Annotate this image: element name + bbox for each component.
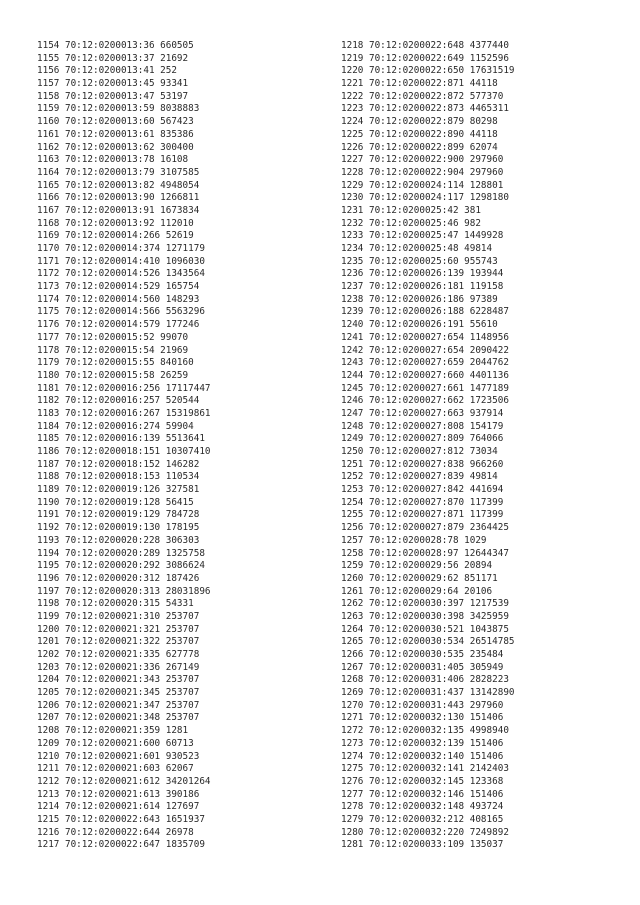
- list-item: 1208 70:12:0200021:359 1281: [37, 725, 189, 737]
- list-item: 1266 70:12:0200030:535 235484: [341, 649, 504, 660]
- list-item: 1263 70:12:0200030:398 3425959: [341, 610, 509, 622]
- list-item: 1277 70:12:0200032:146 151406: [341, 788, 504, 800]
- list-item: 1225 70:12:0200022:890 44118: [341, 128, 498, 140]
- list-item: 1201 70:12:0200021:322 253707: [37, 636, 200, 648]
- list-item: 1246 70:12:0200027:662 1723506: [341, 395, 509, 407]
- list-item: 1166 70:12:0200013:90 1266811: [37, 192, 200, 204]
- list-item: 1171 70:12:0200014:410 1096030: [37, 255, 205, 267]
- list-item: 1205 70:12:0200021:345 253707: [37, 687, 200, 699]
- list-item: 1170 70:12:0200014:374 1271179: [37, 243, 205, 254]
- list-item: 1235 70:12:0200025:60 955743: [341, 255, 498, 267]
- list-item: 1281 70:12:0200033:109 135037: [341, 839, 504, 851]
- list-item: 1247 70:12:0200027:663 937914: [341, 407, 504, 419]
- list-item: 1261 70:12:0200029:64 20106: [341, 585, 493, 597]
- list-item: 1177 70:12:0200015:52 99070: [37, 331, 189, 343]
- list-item: 1272 70:12:0200032:135 4998940: [341, 725, 509, 737]
- list-item: 1219 70:12:0200022:649 1152596: [341, 52, 509, 64]
- list-item: 1164 70:12:0200013:79 3107585: [37, 166, 200, 178]
- list-item: 1172 70:12:0200014:526 1343564: [37, 268, 205, 280]
- list-item: 1249 70:12:0200027:809 764066: [341, 433, 504, 445]
- list-item: 1197 70:12:0200020:313 28031896: [37, 585, 211, 597]
- list-item: 1191 70:12:0200019:129 784728: [37, 509, 200, 521]
- list-item: 1207 70:12:0200021:348 253707: [37, 712, 200, 724]
- list-item: 1213 70:12:0200021:613 390186: [37, 788, 200, 800]
- list-item: 1194 70:12:0200020:289 1325758: [37, 547, 205, 559]
- list-item: 1178 70:12:0200015:54 21969: [37, 344, 189, 356]
- list-item: 1238 70:12:0200026:186 97389: [341, 293, 498, 305]
- list-item: 1216 70:12:0200022:644 26978: [37, 826, 194, 838]
- list-item: 1269 70:12:0200031:437 13142890: [341, 687, 515, 699]
- list-item: 1239 70:12:0200026:188 6228487: [341, 306, 509, 318]
- list-item: 1271 70:12:0200032:130 151406: [341, 712, 504, 724]
- list-item: 1245 70:12:0200027:661 1477189: [341, 382, 509, 394]
- list-item: 1226 70:12:0200022:899 62074: [341, 141, 498, 153]
- list-item: 1217 70:12:0200022:647 1835709: [37, 839, 205, 851]
- list-item: 1240 70:12:0200026:191 55610: [341, 319, 498, 331]
- list-item: 1212 70:12:0200021:612 34201264: [37, 775, 211, 787]
- list-item: 1190 70:12:0200019:128 56415: [37, 496, 194, 508]
- list-item: 1160 70:12:0200013:60 567423: [37, 116, 194, 128]
- list-item: 1204 70:12:0200021:343 253707: [37, 674, 200, 686]
- list-item: 1273 70:12:0200032:139 151406: [341, 737, 504, 749]
- list-item: 1251 70:12:0200027:838 966260: [341, 458, 504, 470]
- list-item: 1196 70:12:0200020:312 187426: [37, 572, 200, 584]
- list-item: 1242 70:12:0200027:654 2090422: [341, 344, 509, 356]
- list-item: 1188 70:12:0200018:153 110534: [37, 471, 200, 483]
- list-item: 1236 70:12:0200026:139 193944: [341, 268, 504, 280]
- list-item: 1173 70:12:0200014:529 165754: [37, 281, 200, 293]
- list-item: 1268 70:12:0200031:406 2828223: [341, 674, 509, 686]
- list-item: 1258 70:12:0200028:97 12644347: [341, 547, 509, 559]
- list-item: 1220 70:12:0200022:650 17631519: [341, 65, 515, 77]
- list-item: 1167 70:12:0200013:91 1673834: [37, 204, 200, 216]
- list-item: 1254 70:12:0200027:870 117399: [341, 496, 504, 508]
- list-item: 1165 70:12:0200013:82 4948054: [37, 179, 200, 191]
- list-item: 1210 70:12:0200021:601 930523: [37, 750, 200, 762]
- list-item: 1262 70:12:0200030:397 1217539: [341, 598, 509, 610]
- list-item: 1158 70:12:0200013:47 53197: [37, 90, 189, 102]
- left-column: [37, 40, 211, 852]
- list-item: 1183 70:12:0200016:267 15319861: [37, 407, 211, 419]
- list-item: 1193 70:12:0200020:228 306303: [37, 534, 200, 546]
- list-item: 1259 70:12:0200029:56 20894: [341, 560, 493, 572]
- list-item: 1206 70:12:0200021:347 253707: [37, 699, 200, 711]
- list-item: 1279 70:12:0200032:212 408165: [341, 813, 504, 825]
- list-item: 1154 70:12:0200013:36 660505: [37, 40, 194, 51]
- list-item: 1176 70:12:0200014:579 177246: [37, 319, 200, 331]
- list-item: 1234 70:12:0200025:48 49814: [341, 243, 493, 254]
- list-item: 1248 70:12:0200027:808 154179: [341, 420, 504, 432]
- list-item: 1182 70:12:0200016:257 520544: [37, 395, 200, 407]
- list-item: 1223 70:12:0200022:873 4465311: [341, 103, 509, 115]
- list-item: 1186 70:12:0200018:151 10307410: [37, 446, 211, 457]
- list-item: 1250 70:12:0200027:812 73034: [341, 446, 498, 457]
- list-item: 1260 70:12:0200029:62 851171: [341, 572, 498, 584]
- list-item: 1237 70:12:0200026:181 119158: [341, 281, 504, 293]
- list-item: 1243 70:12:0200027:659 2044762: [341, 357, 509, 369]
- list-item: 1156 70:12:0200013:41 252: [37, 65, 177, 77]
- list-item: 1228 70:12:0200022:904 297960: [341, 166, 504, 178]
- list-item: 1270 70:12:0200031:443 297960: [341, 699, 504, 711]
- list-item: 1241 70:12:0200027:654 1148956: [341, 331, 509, 343]
- list-item: 1174 70:12:0200014:560 148293: [37, 293, 200, 305]
- list-item: 1179 70:12:0200015:55 840160: [37, 357, 194, 369]
- list-item: 1231 70:12:0200025:42 381: [341, 204, 481, 216]
- list-item: 1163 70:12:0200013:78 16108: [37, 154, 189, 166]
- list-item: 1157 70:12:0200013:45 93341: [37, 78, 189, 90]
- right-column: [341, 40, 515, 852]
- list-item: 1222 70:12:0200022:872 577370: [341, 90, 504, 102]
- list-item: 1276 70:12:0200032:145 123368: [341, 775, 504, 787]
- list-item: 1244 70:12:0200027:660 4401136: [341, 369, 509, 381]
- list-item: 1227 70:12:0200022:900 297960: [341, 154, 504, 166]
- list-item: 1229 70:12:0200024:114 128801: [341, 179, 504, 191]
- list-item: 1265 70:12:0200030:534 26514785: [341, 636, 515, 648]
- list-item: 1192 70:12:0200019:130 178195: [37, 522, 200, 534]
- list-item: 1184 70:12:0200016:274 59904: [37, 420, 194, 432]
- list-item: 1257 70:12:0200028:78 1029: [341, 534, 487, 546]
- list-item: 1211 70:12:0200021:603 62067: [37, 763, 194, 775]
- list-item: 1218 70:12:0200022:648 4377440: [341, 40, 509, 51]
- list-item: 1209 70:12:0200021:600 60713: [37, 737, 194, 749]
- list-item: 1168 70:12:0200013:92 112010: [37, 217, 194, 229]
- list-item: 1264 70:12:0200030:521 1043875: [341, 623, 509, 635]
- list-item: 1214 70:12:0200021:614 127697: [37, 801, 200, 813]
- list-item: 1267 70:12:0200031:405 305949: [341, 661, 504, 673]
- list-item: 1274 70:12:0200032:140 151406: [341, 750, 504, 762]
- list-item: 1215 70:12:0200022:643 1651937: [37, 813, 205, 825]
- list-item: 1199 70:12:0200021:310 253707: [37, 610, 200, 622]
- list-item: 1224 70:12:0200022:879 80298: [341, 116, 498, 128]
- list-item: 1203 70:12:0200021:336 267149: [37, 661, 200, 673]
- list-item: 1162 70:12:0200013:62 300400: [37, 141, 194, 153]
- list-item: 1233 70:12:0200025:47 1449928: [341, 230, 504, 242]
- list-item: 1161 70:12:0200013:61 835386: [37, 128, 194, 140]
- list-item: 1280 70:12:0200032:220 7249892: [341, 826, 509, 838]
- list-item: 1256 70:12:0200027:879 2364425: [341, 522, 509, 534]
- list-item: 1159 70:12:0200013:59 8038883: [37, 103, 200, 115]
- list-item: 1252 70:12:0200027:839 49814: [341, 471, 498, 483]
- list-item: 1200 70:12:0200021:321 253707: [37, 623, 200, 635]
- list-item: 1230 70:12:0200024:117 1298180: [341, 192, 509, 204]
- list-item: 1155 70:12:0200013:37 21692: [37, 52, 189, 64]
- list-item: 1253 70:12:0200027:842 441694: [341, 484, 504, 496]
- list-item: 1189 70:12:0200019:126 327581: [37, 484, 200, 496]
- list-item: 1275 70:12:0200032:141 2142403: [341, 763, 509, 775]
- list-item: 1202 70:12:0200021:335 627778: [37, 649, 200, 660]
- list-item: 1232 70:12:0200025:46 982: [341, 217, 481, 229]
- list-item: 1181 70:12:0200016:256 17117447: [37, 382, 211, 394]
- list-item: 1221 70:12:0200022:871 44118: [341, 78, 498, 90]
- list-item: 1187 70:12:0200018:152 146282: [37, 458, 200, 470]
- list-item: 1278 70:12:0200032:148 493724: [341, 801, 504, 813]
- list-item: 1185 70:12:0200016:139 5513641: [37, 433, 205, 445]
- list-item: 1169 70:12:0200014:266 52619: [37, 230, 194, 242]
- list-item: 1175 70:12:0200014:566 5563296: [37, 306, 205, 318]
- list-item: 1255 70:12:0200027:871 117399: [341, 509, 504, 521]
- list-item: 1195 70:12:0200020:292 3086624: [37, 560, 205, 572]
- list-item: 1198 70:12:0200020:315 54331: [37, 598, 194, 610]
- list-item: 1180 70:12:0200015:58 26259: [37, 369, 189, 381]
